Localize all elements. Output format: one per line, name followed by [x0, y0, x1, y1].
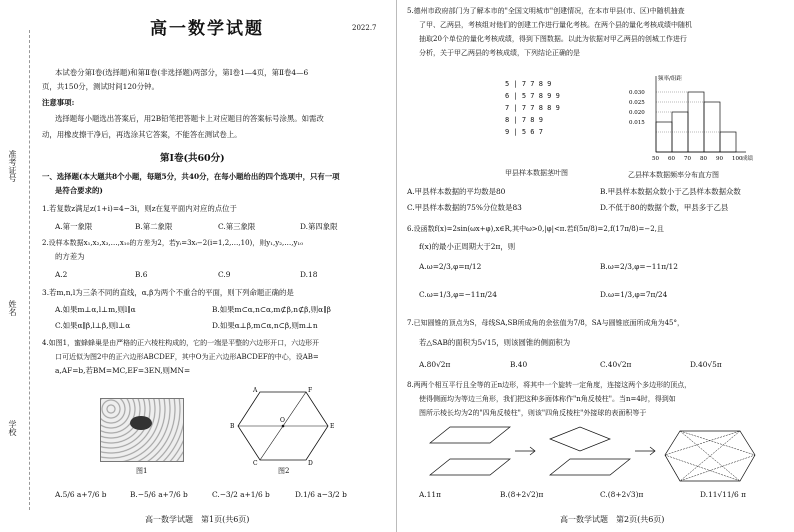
- stem-leaf-caption: 甲县样本数据茎叶图: [505, 169, 568, 177]
- notice-heading: 注意事项:: [42, 98, 75, 107]
- intro-line: 本试卷分第Ⅰ卷(选择题)和第Ⅱ卷(非选择题)两部分，第Ⅰ卷1—4页，第Ⅱ卷4—6: [55, 68, 309, 77]
- question-2: 2.设样本数据x₁,x₂,x₃,…,x₁₀的方差为2，若yᵢ=3xᵢ−2(i=1,2,…,10)，则y₁,y₂,…,y₁₀: [42, 239, 304, 247]
- q7-option-d[interactable]: D.40√5π: [690, 360, 722, 369]
- q6-option-d[interactable]: D.ω=1/3,φ=7π/24: [600, 290, 668, 299]
- q3-option-c[interactable]: C.如果α∥β,l⊥β,则l⊥α: [55, 321, 131, 330]
- stem-row: 7 | 7 7 8 8 9: [505, 104, 560, 112]
- question-6: 6.设函数f(x)=2sin(ωx+φ),x∈R,其中ω>0,|φ|<π.若f(5π/8)=2,f(17π/8)=−2,且: [407, 225, 664, 233]
- svg-text:B: B: [230, 423, 235, 430]
- x-tick-label: 60: [668, 156, 675, 162]
- y-tick-label: 0.020: [629, 110, 645, 116]
- q8-option-c[interactable]: C.(8+2√3)π: [600, 490, 644, 499]
- histogram-bar: [704, 102, 720, 152]
- question-8: 使得侧面均为等边三角形，我们把这种多面体称作"n角反棱柱"。当n=4时，得到如: [419, 395, 676, 403]
- side-label-name: 姓名: [8, 300, 17, 316]
- svg-text:C: C: [253, 460, 258, 466]
- question-6: f(x)的最小正周期大于2π，则: [419, 242, 516, 251]
- question-7: 7.已知圆锥的顶点为S，母线SA,SB所成角的余弦值为7/8，SA与圆锥底面所成角为45°，: [407, 319, 685, 327]
- question-2: 的方差为: [55, 252, 85, 261]
- question-5: 了甲、乙两县，考核组对他们的创建工作进行量化考核。在两个县的量化考核成绩中随机: [419, 21, 692, 29]
- q1-option-c[interactable]: C.第三象限: [218, 222, 256, 231]
- question-5: 抽取20个单位的量化考核成绩，得到下图数据。以此为依据对甲乙两县的创城工作进行: [419, 35, 687, 43]
- histogram-bar: [720, 132, 736, 152]
- question-8: 图所示棱长均为2的"四角反棱柱"，则该"四角反棱柱"外接球的表面积等于: [419, 409, 647, 417]
- q3-option-b[interactable]: B.如果m⊂α,n⊂α,m⊄β,n⊄β,则α∥β: [212, 305, 331, 314]
- histogram-bar: [656, 122, 672, 152]
- exam-date: 2022.7: [352, 24, 377, 32]
- histogram-bar: [688, 92, 704, 152]
- q5-option-d[interactable]: D.不低于80的数据个数，甲县多于乙县: [600, 203, 729, 212]
- x-tick-label: 50: [652, 156, 659, 162]
- q8-option-d[interactable]: D.11√11/6 π: [700, 490, 746, 499]
- side-label-exam-id: 准考证号: [8, 150, 17, 182]
- histogram-caption: 乙县样本数据频率分布直方图: [628, 171, 719, 179]
- y-tick-label: 0.030: [629, 90, 645, 96]
- stem-row: 9 | 5 6 7: [505, 128, 543, 136]
- q5-option-a[interactable]: A.甲县样本数据的平均数是80: [407, 187, 506, 196]
- q7-option-c[interactable]: C.40√2π: [600, 360, 632, 369]
- section-heading: 第Ⅰ卷(共60分): [160, 153, 225, 164]
- svg-text:O: O: [280, 417, 285, 424]
- q7-option-a[interactable]: A.80√2π: [419, 360, 451, 369]
- q1-option-b[interactable]: B.第二象限: [135, 222, 173, 231]
- antiprism-diagram: [410, 425, 790, 487]
- q5-option-c[interactable]: C.甲县样本数据的75%分位数是83: [407, 203, 522, 212]
- histogram-chart: [628, 72, 760, 168]
- q2-option-c[interactable]: C.9: [218, 270, 231, 279]
- q6-option-a[interactable]: A.ω=2/3,φ=π/12: [419, 262, 482, 271]
- q2-option-d[interactable]: D.18: [300, 270, 318, 279]
- stem-leaf-plot: [505, 78, 565, 156]
- q2-option-b[interactable]: B.6: [135, 270, 148, 279]
- svg-text:D: D: [308, 460, 313, 466]
- x-tick-label: 90: [716, 156, 723, 162]
- part-heading: 一、选择题(本大题共8个小题，每题5分，共40分，在每小题给出的四个选项中，只有一项: [42, 172, 340, 181]
- y-tick-label: 0.015: [629, 120, 645, 126]
- q3-option-a[interactable]: A.如果m⊥α,l⊥m,则l∥α: [55, 305, 136, 314]
- q7-option-b[interactable]: B.40: [510, 360, 528, 369]
- part-heading: 是符合要求的): [55, 186, 103, 195]
- q1-option-a[interactable]: A.第一象限: [55, 222, 93, 231]
- notice-line: 动，用橡皮擦干净后，再选涂其它答案，不能答在测试卷上。: [42, 130, 242, 139]
- notice-line: 选择题每小题选出答案后，用2B铅笔把答题卡上对应题目的答案标号涂黑。如需改: [55, 114, 324, 123]
- question-5: 分析，关于甲乙两县的考核成绩，下列结论正确的是: [419, 49, 580, 57]
- page-footer: 高一数学试题 第2页(共6页): [560, 515, 665, 524]
- x-axis-label: 成绩: [742, 156, 754, 162]
- question-5: 5.德州市政府部门为了解本市的"全国文明城市"创建情况，在本市甲县(市、区)中随机抽查: [407, 7, 685, 15]
- side-label-school: 学校: [8, 420, 17, 436]
- svg-text:E: E: [330, 423, 335, 430]
- question-4: a,AF=b,若BM=MC,EF=3EN,则MN=: [55, 366, 191, 375]
- svg-text:F: F: [308, 387, 313, 394]
- q4-option-d[interactable]: D.1/6 a−3/2 b: [295, 490, 347, 499]
- stem-row: 6 | 5 7 8 9 9: [505, 92, 560, 100]
- x-tick-label: 70: [684, 156, 691, 162]
- q1-option-d[interactable]: D.第四象限: [300, 222, 338, 231]
- q5-option-b[interactable]: B.甲县样本数据众数小于乙县样本数据众数: [600, 187, 741, 196]
- bee-icon: [130, 416, 152, 430]
- question-7: 若△SAB的面积为5√15，则该圆锥的侧面积为: [419, 338, 571, 347]
- binding-line: [29, 30, 30, 510]
- question-4: 4.如图1，蜜蜂蜂巢是由严格的正六棱柱构成的，它的一端是平整的六边形开口，六边形开: [42, 339, 320, 347]
- page-footer: 高一数学试题 第1页(共6页): [145, 515, 250, 524]
- question-8: 8.两两个相互平行且全等的正n边形，将其中一个旋转一定角度，连接这两个多边形的顶点，: [407, 381, 692, 389]
- q3-option-d[interactable]: D.如果α⊥β,m⊂α,n⊂β,则m⊥n: [212, 321, 318, 330]
- y-tick-label: 0.025: [629, 100, 645, 106]
- stem-row: 5 | 7 7 8 9: [505, 80, 552, 88]
- q8-option-b[interactable]: B.(8+2√2)π: [500, 490, 544, 499]
- svg-text:A: A: [253, 387, 258, 394]
- honeycomb-photo: [100, 398, 184, 462]
- hexagon-diagram: [220, 386, 340, 466]
- q8-option-a[interactable]: A.11π: [419, 490, 441, 499]
- x-tick-label: 80: [700, 156, 707, 162]
- question-3: 3.若m,n,l为三条不同的直线，α,β为两个不重合的平面，则下列命题正确的是: [42, 288, 294, 297]
- q2-option-a[interactable]: A.2: [55, 270, 68, 279]
- x-tick-label: 100: [732, 156, 743, 162]
- figure-1-caption: 图1: [136, 467, 148, 475]
- q4-option-c[interactable]: C.−3/2 a+1/6 b: [212, 490, 270, 499]
- intro-line: 页，共150分，测试时间120分钟。: [42, 82, 159, 91]
- page-title: 高一数学试题: [150, 19, 264, 39]
- question-1: 1.若复数z满足z(1+i)=4−3i，则z在复平面内对应的点位于: [42, 204, 237, 213]
- q4-option-b[interactable]: B.−5/6 a+7/6 b: [130, 490, 188, 499]
- question-4: 口可近似为图2中的正六边形ABCDEF，其中O为正六边形ABCDEF的中心，设AB=: [55, 353, 319, 361]
- q4-option-a[interactable]: A.5/6 a+7/6 b: [55, 490, 107, 499]
- stem-row: 8 | 7 8 9: [505, 116, 543, 124]
- q6-option-b[interactable]: B.ω=2/3,φ=−11π/12: [600, 262, 678, 271]
- figure-2-caption: 图2: [278, 467, 290, 475]
- q6-option-c[interactable]: C.ω=1/3,φ=−11π/24: [419, 290, 497, 299]
- y-axis-label: 频率/组距: [658, 76, 682, 82]
